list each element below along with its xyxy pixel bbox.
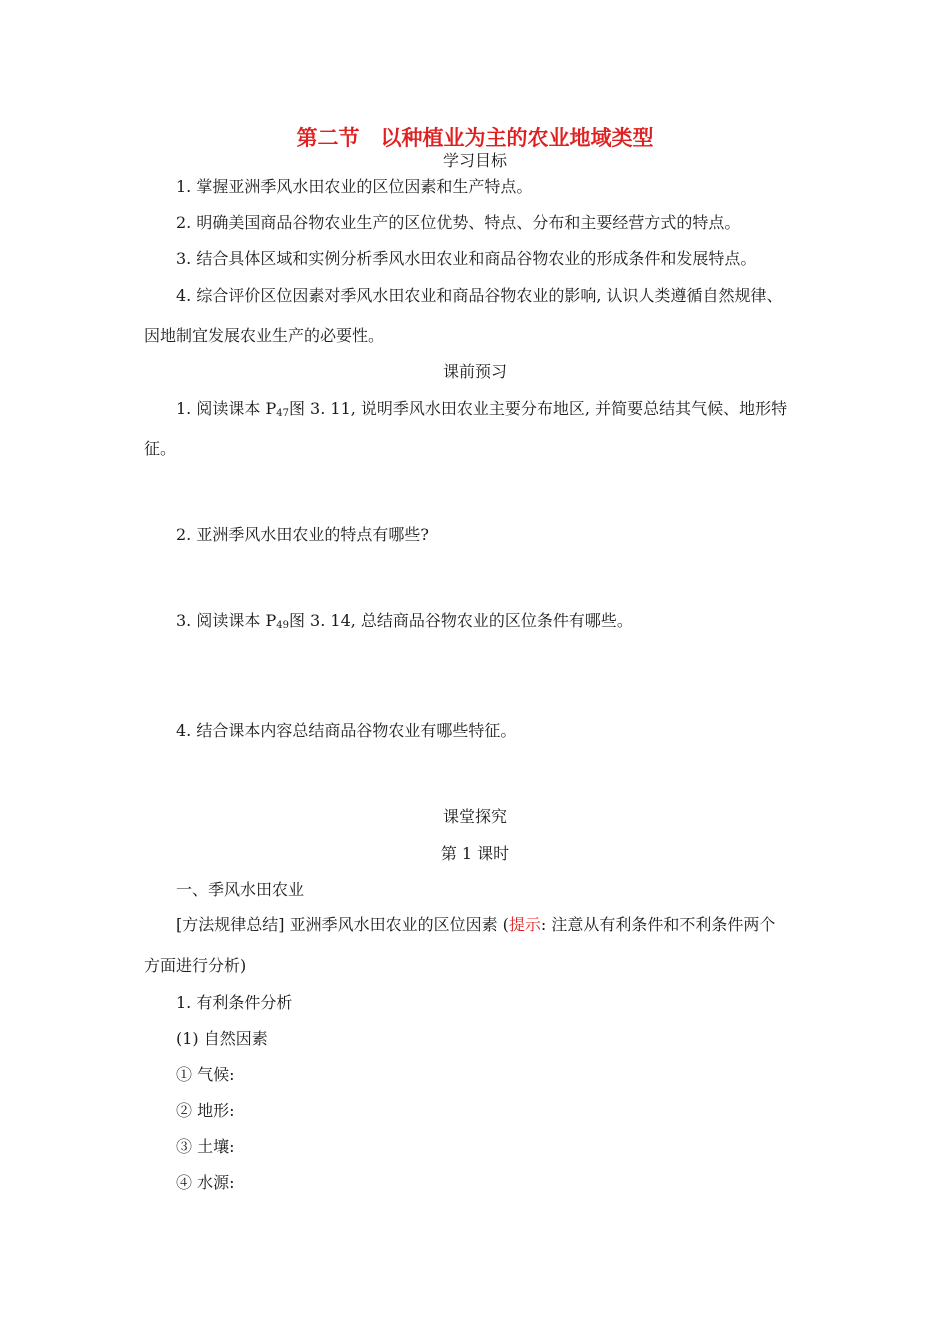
preview-question-1 [176, 398, 787, 425]
q3-text: 图 3. 14, 总结商品谷物农业的区位条件有哪些。 [288, 611, 633, 630]
section-heading: 一、季风水田农业 [176, 880, 305, 899]
method-summary [176, 914, 775, 936]
q1-prefix: 1. 阅读课本 P [176, 399, 277, 418]
goal-item-4: 4. 综合评价区位因素对季风水田农业和商品谷物农业的影响, 认识人类遵循自然规律、 [176, 286, 783, 305]
q3-page-number: 49 [276, 620, 289, 631]
lesson-label: 第 1 课时 [440, 844, 510, 863]
factor-water: ④ 水源: [176, 1173, 235, 1192]
goal-item-1: 1. 掌握亚洲季风水田农业的区位因素和生产特点。 [176, 177, 533, 196]
goal-item-2: 2. 明确美国商品谷物农业生产的区位优势、特点、分布和主要经营方式的特点。 [176, 213, 741, 232]
preview-question-4: 4. 结合课本内容总结商品谷物农业有哪些特征。 [176, 721, 517, 740]
goal-item-3: 3. 结合具体区域和实例分析季风水田农业和商品谷物农业的形成条件和发展特点。 [176, 249, 757, 268]
explore-heading: 课堂探究 [442, 807, 507, 826]
method-summary-continued: 方面进行分析) [144, 956, 247, 975]
page-title: 第二节 以种植业为主的农业地域类型 [296, 126, 654, 150]
preview-question-1-continued: 征。 [144, 439, 177, 458]
method-text: [方法规律总结] 亚洲季风水田农业的区位因素 ( [176, 915, 509, 934]
q1-page-number: 47 [276, 408, 289, 419]
preview-question-2: 2. 亚洲季风水田农业的特点有哪些? [176, 525, 429, 544]
q3-prefix: 3. 阅读课本 P [176, 611, 277, 630]
hint-text: : 注意从有利条件和不利条件两个 [540, 915, 776, 934]
goals-heading: 学习目标 [442, 151, 507, 170]
q1-text: 图 3. 11, 说明季风水田农业主要分布地区, 并简要总结其气候、地形特 [288, 399, 788, 418]
factor-terrain: ② 地形: [176, 1101, 235, 1120]
preview-question-3 [176, 610, 633, 637]
goal-item-4-continued: 因地制宜发展农业生产的必要性。 [144, 326, 385, 345]
hint-label: 提示 [508, 915, 541, 934]
preview-heading: 课前预习 [442, 362, 507, 381]
factor-climate: ① 气候: [176, 1065, 235, 1084]
subheading-natural-factors: (1) 自然因素 [176, 1029, 268, 1048]
subheading-favorable: 1. 有利条件分析 [176, 993, 293, 1012]
factor-soil: ③ 土壤: [176, 1137, 235, 1156]
